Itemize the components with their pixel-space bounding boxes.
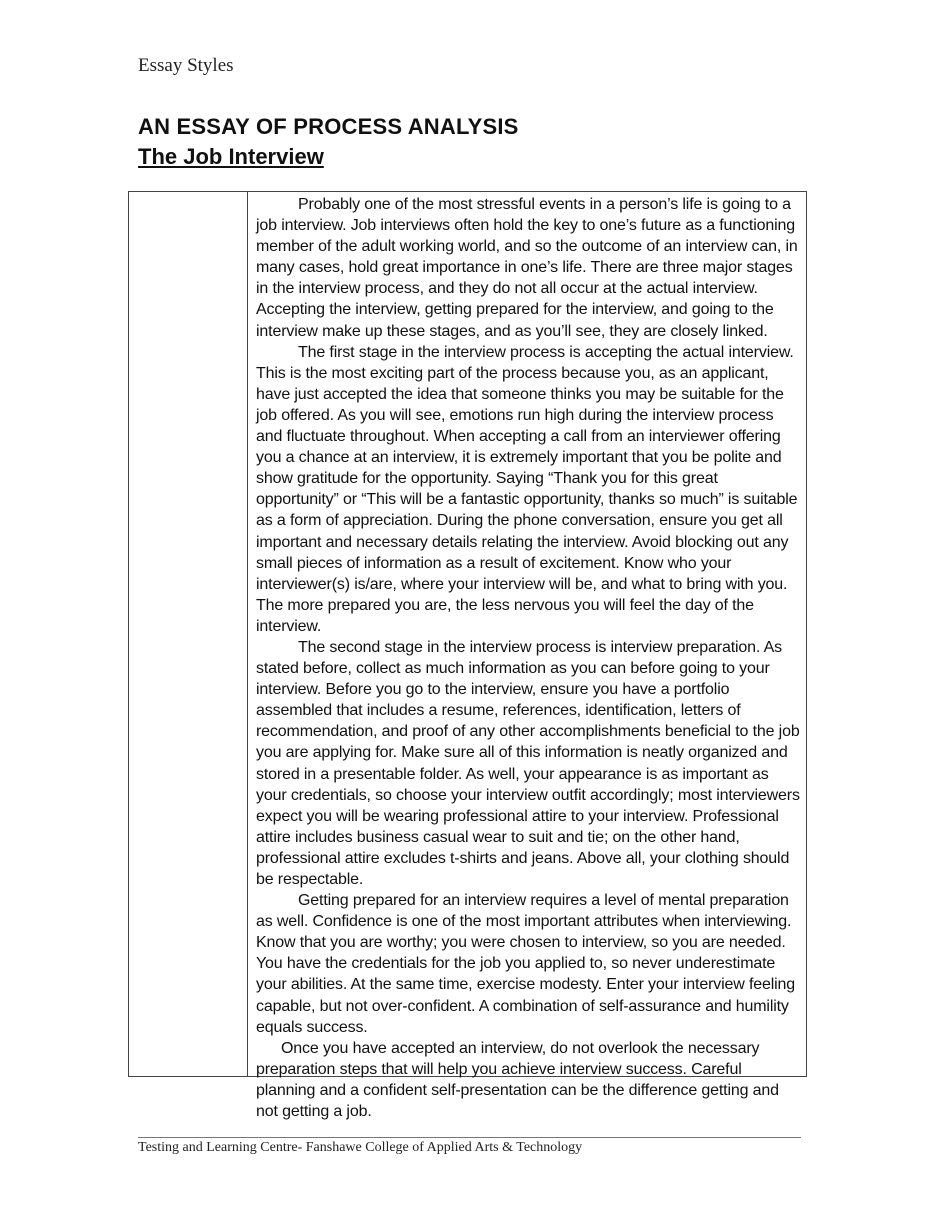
paragraph-conclusion: Once you have accepted an interview, do not overlook the necessary preparation steps that will help you achieve interview success. Careful planning and a confident self-presentation can be the difference getting and not getting a job.	[256, 1039, 779, 1121]
paragraph-stage-one: The first stage in the interview process is accepting the actual interview. This is the most exciting part of the process because you, as an applicant, have just accepted the idea that someone thinks you may be suitable for the job offered. As you will see, emotions run high during the interview process and fluctuate throughout. When accepting a call from an interviewer offering you a chance at an interview, it is extremely important that you be polite and show gratitude for the opportunity. Saying “Thank you for this great opportunity” or “This will be a fantastic opportunity, thanks so much” is suitable as a form of appreciation. During the phone conversation, ensure you get all important and necessary details relating the interview. Avoid blocking out any small pieces of information as a result of excitement. Know who your interviewer(s) is/are, where your interview will be, and what to bring with you. The more prepared you are, the less nervous you will feel the day of the interview.	[256, 343, 798, 635]
essay-subtitle: The Job Interview	[138, 144, 324, 169]
essay-table	[128, 191, 807, 1121]
essay-body	[248, 192, 806, 1121]
margin-notes-column	[129, 192, 248, 1076]
page-title: AN ESSAY OF PROCESS ANALYSIS	[138, 114, 519, 139]
page-footer: Testing and Learning Centre- Fanshawe College of Applied Arts & Technology	[138, 1140, 583, 1155]
footer-divider	[138, 1137, 801, 1138]
running-head: Essay Styles	[138, 55, 234, 76]
paragraph-mental-preparation: Getting prepared for an interview requires a level of mental preparation as well. Confidence is one of the most important attributes when interviewing. Know that you are worthy; you were chosen to interview, so you are needed. You have the credentials for the job you applied to, so never underestimate your abilities. At the same time, exercise modesty. Enter your interview feeling capable, but not over-confident. A combination of self-assurance and humility equals success.	[256, 892, 796, 1036]
paragraph-stage-two: The second stage in the interview process is interview preparation. As stated before, collect as much information as you can before going to your interview. Before you go to the interview, ensure you have a portfolio assembled that includes a resume, references, identification, letters of recommendation, and proof of any other accomplishments beneficial to the job you are applying for. Make sure all of this information is neatly organized and stored in a presentable folder. As well, your appearance is as important as your credentials, so choose your interview outfit accordingly; most interviewers expect you will be wearing professional attire to your interview. Professional attire includes business casual wear to suit and tie; on the other hand, professional attire excludes t-shirts and jeans. Above all, your clothing should be respectable.	[256, 638, 800, 888]
paragraph-introduction: Probably one of the most stressful events in a person’s life is going to a job interview. Job interviews often hold the key to one’s future as a functioning member of the adult working world, and so the outcome of an interview can, in many cases, hold great importance in one’s life. There are three major stages in the interview process, and they do not all occur at the actual interview. Accepting the interview, getting prepared for the interview, and going to the interview make up these stages, and as you’ll see, they are closely linked.	[256, 196, 798, 340]
